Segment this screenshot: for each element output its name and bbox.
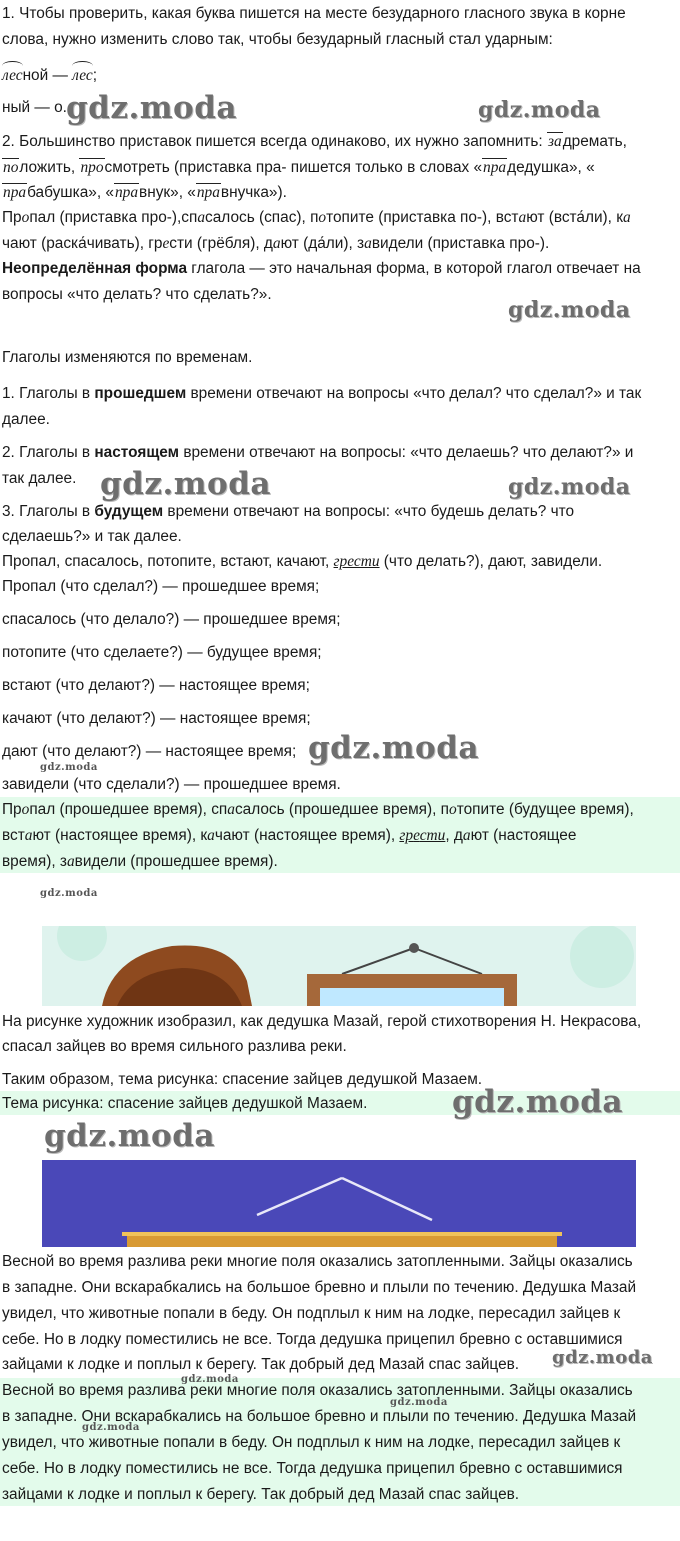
watermark: gdz.moda — [44, 1118, 215, 1154]
answer-1-line-2: встают (настоящее время), качают (настоящее время), грести, дают (настоящее — [2, 827, 577, 844]
watermark: gdz.moda — [66, 90, 237, 126]
watermark: gdz.moda — [390, 1397, 448, 1408]
watermark: gdz.moda — [452, 1084, 623, 1120]
root-arc-2: лес — [72, 67, 93, 84]
prefix-po: по — [3, 159, 19, 176]
rule-2-line-1: 2. Большинство приставок пишется всегда одинаково, их нужно запомнить: задремать, — [2, 133, 627, 150]
root-check-example: лесной — лес; — [2, 67, 98, 84]
illustration-2-drawing — [42, 1160, 636, 1247]
prefix-pra: пра — [196, 184, 220, 201]
rule-1-line-2: слова, нужно изменить слово так, чтобы безударный гласный стал ударным: — [2, 31, 553, 48]
prefix-pro: про — [80, 159, 104, 176]
illustration-1-drawing — [42, 926, 636, 1006]
story-line: себе. Но в лодку поместились не все. Тогда дедушка прицепил бревно с оставшимися — [2, 1331, 623, 1348]
tense-row: встают (что делают?) — настоящее время; — [2, 677, 310, 694]
tenses-intro: Глаголы изменяются по временам. — [2, 349, 253, 366]
tense-row: качают (что делают?) — настоящее время; — [2, 710, 311, 727]
infinitive-definition: Неопределённая форма глагола — это начальная форма, в которой глагол отвечает на — [2, 260, 641, 277]
watermark: gdz.moda — [100, 466, 271, 502]
picture-description-1: На рисунке художник изобразил, как дедушка Мазай, герой стихотворения Н. Некрасова, — [2, 1013, 642, 1030]
prefix-pra: пра — [3, 184, 27, 201]
answer-story-line: Весной во время разлива реки многие поля оказались затопленными. Зайцы оказались — [2, 1382, 633, 1399]
prefix-za: за — [547, 133, 562, 150]
watermark: gdz.moda — [478, 97, 601, 123]
rule-2-line-3: прабабушка», «правнук», «правнучка»). — [3, 184, 287, 201]
story-line: увидел, что животные попали в беду. Он подплыл к ним на лодке, пересадил зайцев к — [2, 1305, 621, 1322]
vowel-analysis-line-2: чают (раска́чивать), грести (грёбля), дают (да́ли), завидели (приставка про-). — [2, 235, 550, 252]
past-tense-rule-2: далее. — [2, 411, 50, 428]
answer-story-line: зайцами к лодке и поплыл к берегу. Так добрый дед Мазай спас зайцев. — [2, 1486, 520, 1503]
answer-story-line: в западне. Они вскарабкались на большое бревно и плыли по течению. Дедушка Мазай — [2, 1408, 637, 1425]
watermark: gdz.moda — [40, 888, 98, 899]
word-grest: грести — [333, 553, 380, 570]
story-line: в западне. Они вскарабкались на большое бревно и плыли по течению. Дедушка Мазай — [2, 1279, 637, 1296]
tense-row: потопите (что сделаете?) — будущее время; — [2, 644, 322, 661]
prefix-pra: пра — [114, 184, 139, 201]
future-tense-rule: 3. Глаголы в будущем времени отвечают на вопросы: «что будешь делать? что — [2, 503, 575, 520]
rule-1-line-1: 1. Чтобы проверить, какая буква пишется на месте безударного гласного звука в корне — [2, 5, 626, 22]
answer-2-theme: Тема рисунка: спасение зайцев дедушкой Мазаем. — [2, 1095, 368, 1112]
verb-list: Пропал, спасалось, потопите, встают, качают, грести (что делать?), дают, завидели. — [2, 553, 603, 570]
vowel-analysis-line-1: Пропал (приставка про-),спасалось (спас), потопите (приставка по-), встают (вста́ли), ка — [2, 209, 631, 226]
answer-1-line-3: время), завидели (прошедшее время). — [2, 853, 278, 870]
watermark: gdz.moda — [308, 730, 479, 766]
root-arc-1: лес — [2, 67, 23, 84]
watermark: gdz.moda — [552, 1347, 653, 1368]
watermark: gdz.moda — [181, 1374, 239, 1385]
tense-row: дают (что делают?) — настоящее время; — [2, 743, 297, 760]
tense-row: спасалось (что делало?) — прошедшее время; — [2, 611, 341, 628]
tense-row: завидели (что сделали?) — прошедшее время. — [2, 776, 341, 793]
illustration-2 — [42, 1160, 636, 1247]
picture-description-2: спасал зайцев во время сильного разлива реки. — [2, 1038, 347, 1055]
picture-theme: Таким образом, тема рисунка: спасение зайцев дедушкой Мазаем. — [2, 1071, 483, 1088]
prefix-pra: пра — [483, 159, 507, 176]
illustration-1 — [42, 926, 636, 1006]
answer-1-line-1: Пропал (прошедшее время), спасалось (прошедшее время), потопите (будущее время), — [2, 801, 634, 818]
present-tense-rule-2: так далее. — [2, 470, 77, 487]
present-tense-rule: 2. Глаголы в настоящем времени отвечают на вопросы: «что делаешь? что делают?» и — [2, 444, 634, 461]
watermark: gdz.moda — [508, 474, 631, 500]
infinitive-definition-2: вопросы «что делать? что сделать?». — [2, 286, 272, 303]
story-line: Весной во время разлива реки многие поля оказались затопленными. Зайцы оказались — [2, 1253, 633, 1270]
story-line: зайцами к лодке и поплыл к берегу. Так добрый дед Мазай спас зайцев. — [2, 1356, 520, 1373]
future-tense-rule-2: сделаешь?» и так далее. — [2, 528, 182, 545]
rule-1-line-3: ный — о. — [2, 99, 67, 116]
tense-row: Пропал (что сделал?) — прошедшее время; — [2, 578, 320, 595]
watermark: gdz.moda — [508, 297, 631, 323]
watermark: gdz.moda — [82, 1422, 140, 1433]
word-grest: грести — [399, 827, 446, 844]
rule-2-line-2: положить, просмотреть (приставка пра- пишется только в словах «прадедушка», « — [3, 159, 595, 176]
watermark: gdz.moda — [40, 762, 98, 773]
past-tense-rule: 1. Глаголы в прошедшем времени отвечают на вопросы «что делал? что сделал?» и так — [2, 385, 642, 402]
answer-story-line: себе. Но в лодку поместились не все. Тогда дедушка прицепил бревно с оставшимися — [2, 1460, 623, 1477]
answer-story-line: увидел, что животные попали в беду. Он подплыл к ним на лодке, пересадил зайцев к — [2, 1434, 621, 1451]
